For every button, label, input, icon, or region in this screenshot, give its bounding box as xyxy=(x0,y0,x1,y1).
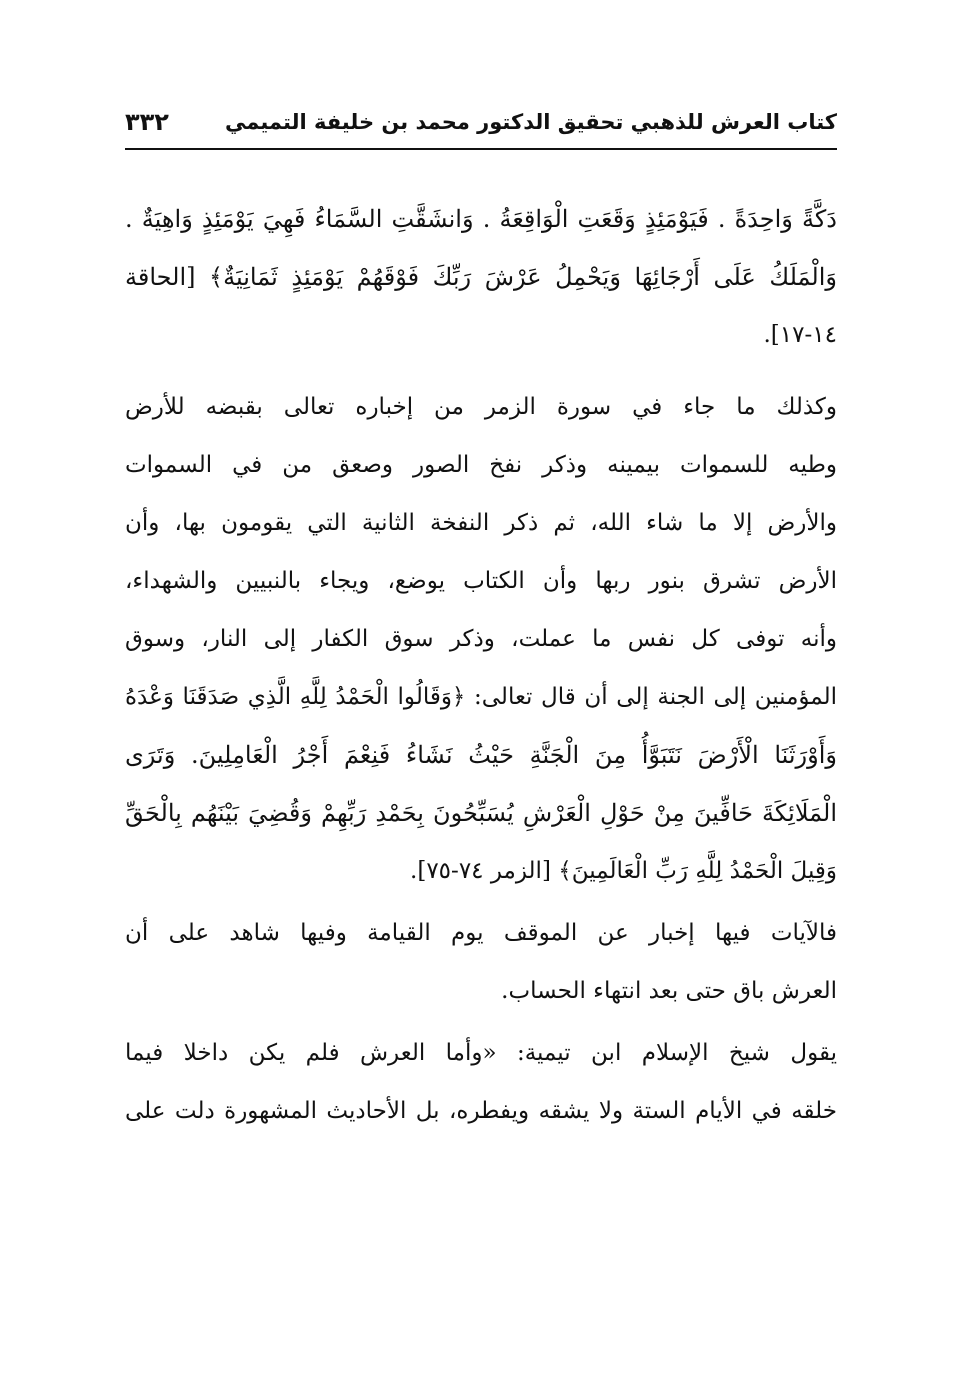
paragraph-zumar xyxy=(125,378,837,900)
text-line: وطيه للسموات بيمينه وذكر نفخ الصور وصعق من في السموات xyxy=(125,452,837,478)
text-line: الأرض تشرق بنور ربها وأن الكتاب يوضع، ويجاء بالنبيين والشهداء، xyxy=(125,568,837,594)
paragraph-quran-haqqah xyxy=(125,190,837,364)
text-line: وأنه توفى كل نفس ما عملت، وذكر سوق الكفار إلى النار، وسوق xyxy=(125,626,837,652)
text-line: وَقِيلَ الْحَمْدُ لِلَّهِ رَبِّ الْعَالَمِينَ﴾ [الزمر ٧٤-٧٥]. xyxy=(410,858,837,884)
paragraph-conclusion xyxy=(125,904,837,1020)
text-line: دَكَّةً وَاحِدَةً . فَيَوْمَئِذٍ وَقَعَتِ الْوَاقِعَةُ . وَانشَقَّتِ السَّمَاءُ فَهِيَ يَوْمَئِذٍ وَاهِيَةٌ . xyxy=(125,205,837,233)
text-line: المؤمنين إلى الجنة إلى أن قال تعالى: ﴿وَقَالُوا الْحَمْدُ لِلَّهِ الَّذِي صَدَقَنَا وَعْدَهُ xyxy=(125,684,837,710)
text-line: وكذلك ما جاء في سورة الزمر من إخباره تعالى بقبضه للأرض xyxy=(125,394,837,420)
text-line: العرش باق حتى بعد انتهاء الحساب. xyxy=(501,978,837,1004)
paragraph-gap xyxy=(125,364,837,378)
paragraph-ibn-taymiyyah-quote xyxy=(125,1024,837,1140)
header-divider xyxy=(125,148,837,150)
text-line: وَأَوْرَثَنَا الْأَرْضَ نَتَبَوَّأُ مِنَ الْجَنَّةِ حَيْثُ نَشَاءُ فَنِعْمَ أَجْرُ الْعَامِلِينَ. وَتَرَى xyxy=(125,741,837,769)
running-title: كتاب العرش للذهبي تحقيق الدكتور محمد بن خليفة التميمي xyxy=(225,110,837,134)
text-line: خلقه في الأيام الستة ولا يشقه ويفطره، بل الأحاديث المشهورة دلت على xyxy=(125,1098,837,1124)
page-number: ٣٣٢ xyxy=(125,108,169,136)
page-body xyxy=(125,190,837,1140)
running-header xyxy=(125,104,837,148)
text-line: والأرض إلا ما شاء الله، ثم ذكر النفخة الثانية التي يقومون بها، وأن xyxy=(125,510,837,536)
text-line: يقول شيخ الإسلام ابن تيمية: «وأما العرش فلم يكن داخلا فيما xyxy=(125,1040,837,1066)
text-line: فالآيات فيها إخبار عن الموقف يوم القيامة وفيها شاهد على أن xyxy=(125,920,837,946)
text-line: الْمَلَائِكَةَ حَافِّينَ مِنْ حَوْلِ الْعَرْشِ يُسَبِّحُونَ بِحَمْدِ رَبِّهِمْ وَقُضِيَ بَيْنَهُم بِالْحَقِّ xyxy=(125,799,837,827)
text-line: ١٤-١٧]. xyxy=(763,322,837,348)
text-line: وَالْمَلَكُ عَلَى أَرْجَائِهَا وَيَحْمِلُ عَرْشَ رَبِّكَ فَوْقَهُمْ يَوْمَئِذٍ ثَمَانِيَةٌ﴾ [الحاقة xyxy=(125,263,837,291)
